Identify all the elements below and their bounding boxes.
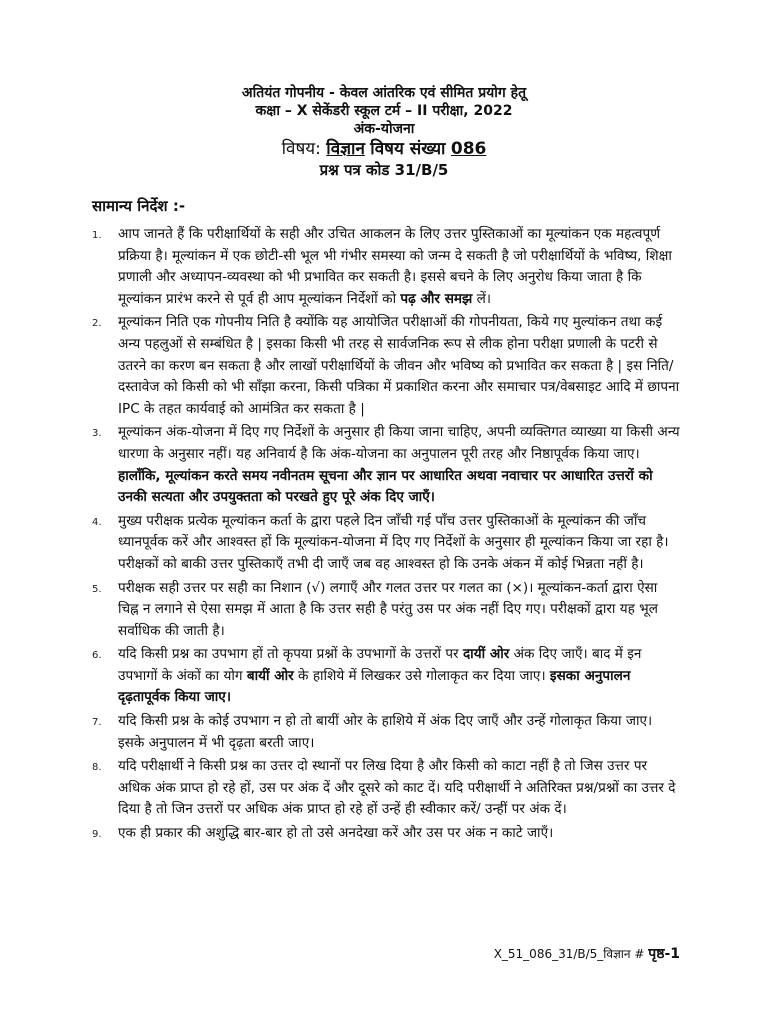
subject-value: विज्ञान [326,139,365,159]
instruction-item [92,578,680,643]
item-text: यदि परीक्षार्थी ने किसी प्रश्न का उत्तर दो स्थानों पर लिख दिया है और किसी को काटा नहीं है तो जिस उत्तर पर अधिक अंक प्राप्त हो रहे हों, उस पर अंक दें और दूसरे को काट दें। यदि परीक्षार्थी ने अतिरिक्त प्रश्न/प्रश्नों का उत्तर दे दिया है तो जिन उत्तरों पर अधिक अंक प्राप्त हो रहे हों उन्हें ही स्वीकार करें/ उन्हीं पर अंक दें। [118,758,676,818]
item-number: 3. [92,428,102,440]
item-bold: इसका अनुपालन दृढ़तापूर्वक किया जाए। [118,667,631,706]
footer-reference: X_51_086_31/B/5_विज्ञान # [493,947,645,961]
paper-code: 31/B/5 [394,161,449,179]
item-number: 2. [92,318,102,330]
instruction-item [92,312,680,420]
item-bold: दायीं ओर [462,646,510,663]
item-text: एक ही प्रकार की अशुद्धि बार-बार हो तो उसे अनदेखा करें और उस पर अंक न काटे जाएँ। [118,825,554,842]
item-number: 5. [92,583,102,595]
instruction-item [92,224,680,310]
item-number: 7. [92,717,102,729]
item-text: लें। [472,290,492,307]
item-bold: पढ़ और समझ [400,290,473,307]
item-number: 9. [92,829,102,841]
item-text: मूल्यांकन निति एक गोपनीय निति है क्योंकि यह आयोजित परीक्षाओं की गोपनीयता, किये गए मुल्यांकन तथा कई अन्य पहलुओं से सम्बंधित है | इसका किसी भी तरह से सार्वजनिक रूप से लीक होना परीक्षा प्रणाली के पटरी से उतरने का करण बन सकता है और लाखों परीक्षार्थियों के जीवन और भविष्य को प्रभावित कर सकता है | इस निति/दस्तावेज को किसी को भी साँझा करना, किसी पत्रिका में प्रकाशित करना और समाचार पत्र/वेबसाइट आदि में छापना IPC के तहत कार्यवाई को आमंत्रित कर सकता है | [118,314,680,417]
instruction-item [92,644,680,709]
paper-code-label: प्रश्न पत्र कोड [319,161,390,179]
subject-line [0,138,768,160]
item-text: मूल्यांकन अंक-योजना में दिए गए निर्देशों के अनुसार ही किया जाना चाहिए, अपनी व्यक्तिगत व्याख्या या किसी अन्य धारणा के अनुसार नहीं। यह अनिवार्य है कि अंक-योजना का अनुपालन पूरी तरह और निष्ठापूर्वक किया जाए। [118,424,680,462]
page-number: पृष्ठ-1 [648,946,680,962]
paper-code-line [0,160,768,180]
item-text: आप जानते हैं कि परीक्षार्थियों के सही और उचित आकलन के लिए उत्तर पुस्तिकाओं का मूल्यांकन एक महत्वपूर्ण प्रक्रिया है। मूल्यांकन में एक छोटी-सी भूल भी गंभीर समस्या को जन्म दे सकती है जो परीक्षार्थियों के भविष्य, शिक्षा प्रणाली और अध्यापन-व्यवस्था को भी प्रभावित कर सकती है। इससे बचने के लिए अनुरोध किया जाता है कि मूल्यांकन प्रारंभ करने से पूर्व ही आप मूल्यांकन निर्देशों को [118,226,672,307]
instruction-item [92,711,680,754]
item-text: के हाशिये में लिखकर उसे गोलाकृत कर दिया जाए। [293,667,550,684]
exam-line: कक्षा – X सेकेंडरी स्कूल टर्म – II परीक्षा, 2022 [255,103,513,119]
item-number: 6. [92,650,102,662]
subject-label: विषय: [281,139,321,159]
item-text: अंक दिए जाएँ। बाद में इन उपभागों के अंकों का योग [118,646,642,684]
subject-code-label: विषय संख्या [370,139,446,159]
item-number: 8. [92,762,102,774]
document-header [0,84,768,180]
subject-code: 086 [450,139,487,159]
instruction-item [92,422,680,508]
item-bold: हालाँकि, मूल्यांकन करते समय नवीनतम सूचना और ज्ञान पर आधारित अथवा नवाचार पर आधारित उत्तरों को उनकी सत्यता और उपयुक्तता को परखते हुए पूरे अंक दिए जाएँ। [118,467,653,506]
item-text: यदि किसी प्रश्न का उपभाग हों तो कृपया प्रश्नों के उपभागों के उत्तरों पर [118,646,463,663]
item-number: 1. [92,230,102,241]
instruction-item [92,756,680,821]
item-text: यदि किसी प्रश्न के कोई उपभाग न हो तो बायीं ओर के हाशिये में अंक दिए जाएँ और उन्हें गोलाकृत किया जाए। इसके अनुपालन में भी दृढ़ता बरती जाए। [118,713,653,751]
item-text: मुख्य परीक्षक प्रत्येक मूल्यांकन कर्ता के द्वारा पहले दिन जाँची गई पाँच उत्तर पुस्तिकाओं के मूल्यांकन की जाँच ध्यानपूर्वक करें और आश्वस्त हों कि मूल्यांकन-योजना में दिए गए निर्देशों के अनुसार ही मूल्यांकन किया जा रहा है। परीक्षकों को बाकी उत्तर पुस्तिकाएँ तभी दी जाएँ जब वह आश्वस्त हो कि उनके अंकन में कोई भिन्नता नहीं है। [118,512,669,572]
item-text: परीक्षक सही उत्तर पर सही का निशान (√) लगाएँ और गलत उत्तर पर गलत का (×)। मूल्यांकन-कर्ता द्वारा ऐसा चिह्न न लगाने से ऐसा समझ में आता है कि उत्तर सही है परंतु उस पर अंक नहीं दिए गए। परीक्षकों द्वारा यह भूल सर्वाधिक की जाती है। [118,579,658,639]
item-number: 4. [92,516,102,528]
instruction-item [92,823,680,845]
item-bold: बायीं ओर [246,667,294,684]
page-footer [494,944,680,963]
instruction-item [92,511,680,576]
general-instructions-title: सामान्य निर्देश :- [92,197,186,215]
instruction-list [92,224,680,847]
marking-scheme-line: अंक-योजना [353,121,415,137]
confidential-line: अतियंत गोपनीय - केवल आंतरिक एवं सीमित प्रयोग हेतू [241,85,527,101]
